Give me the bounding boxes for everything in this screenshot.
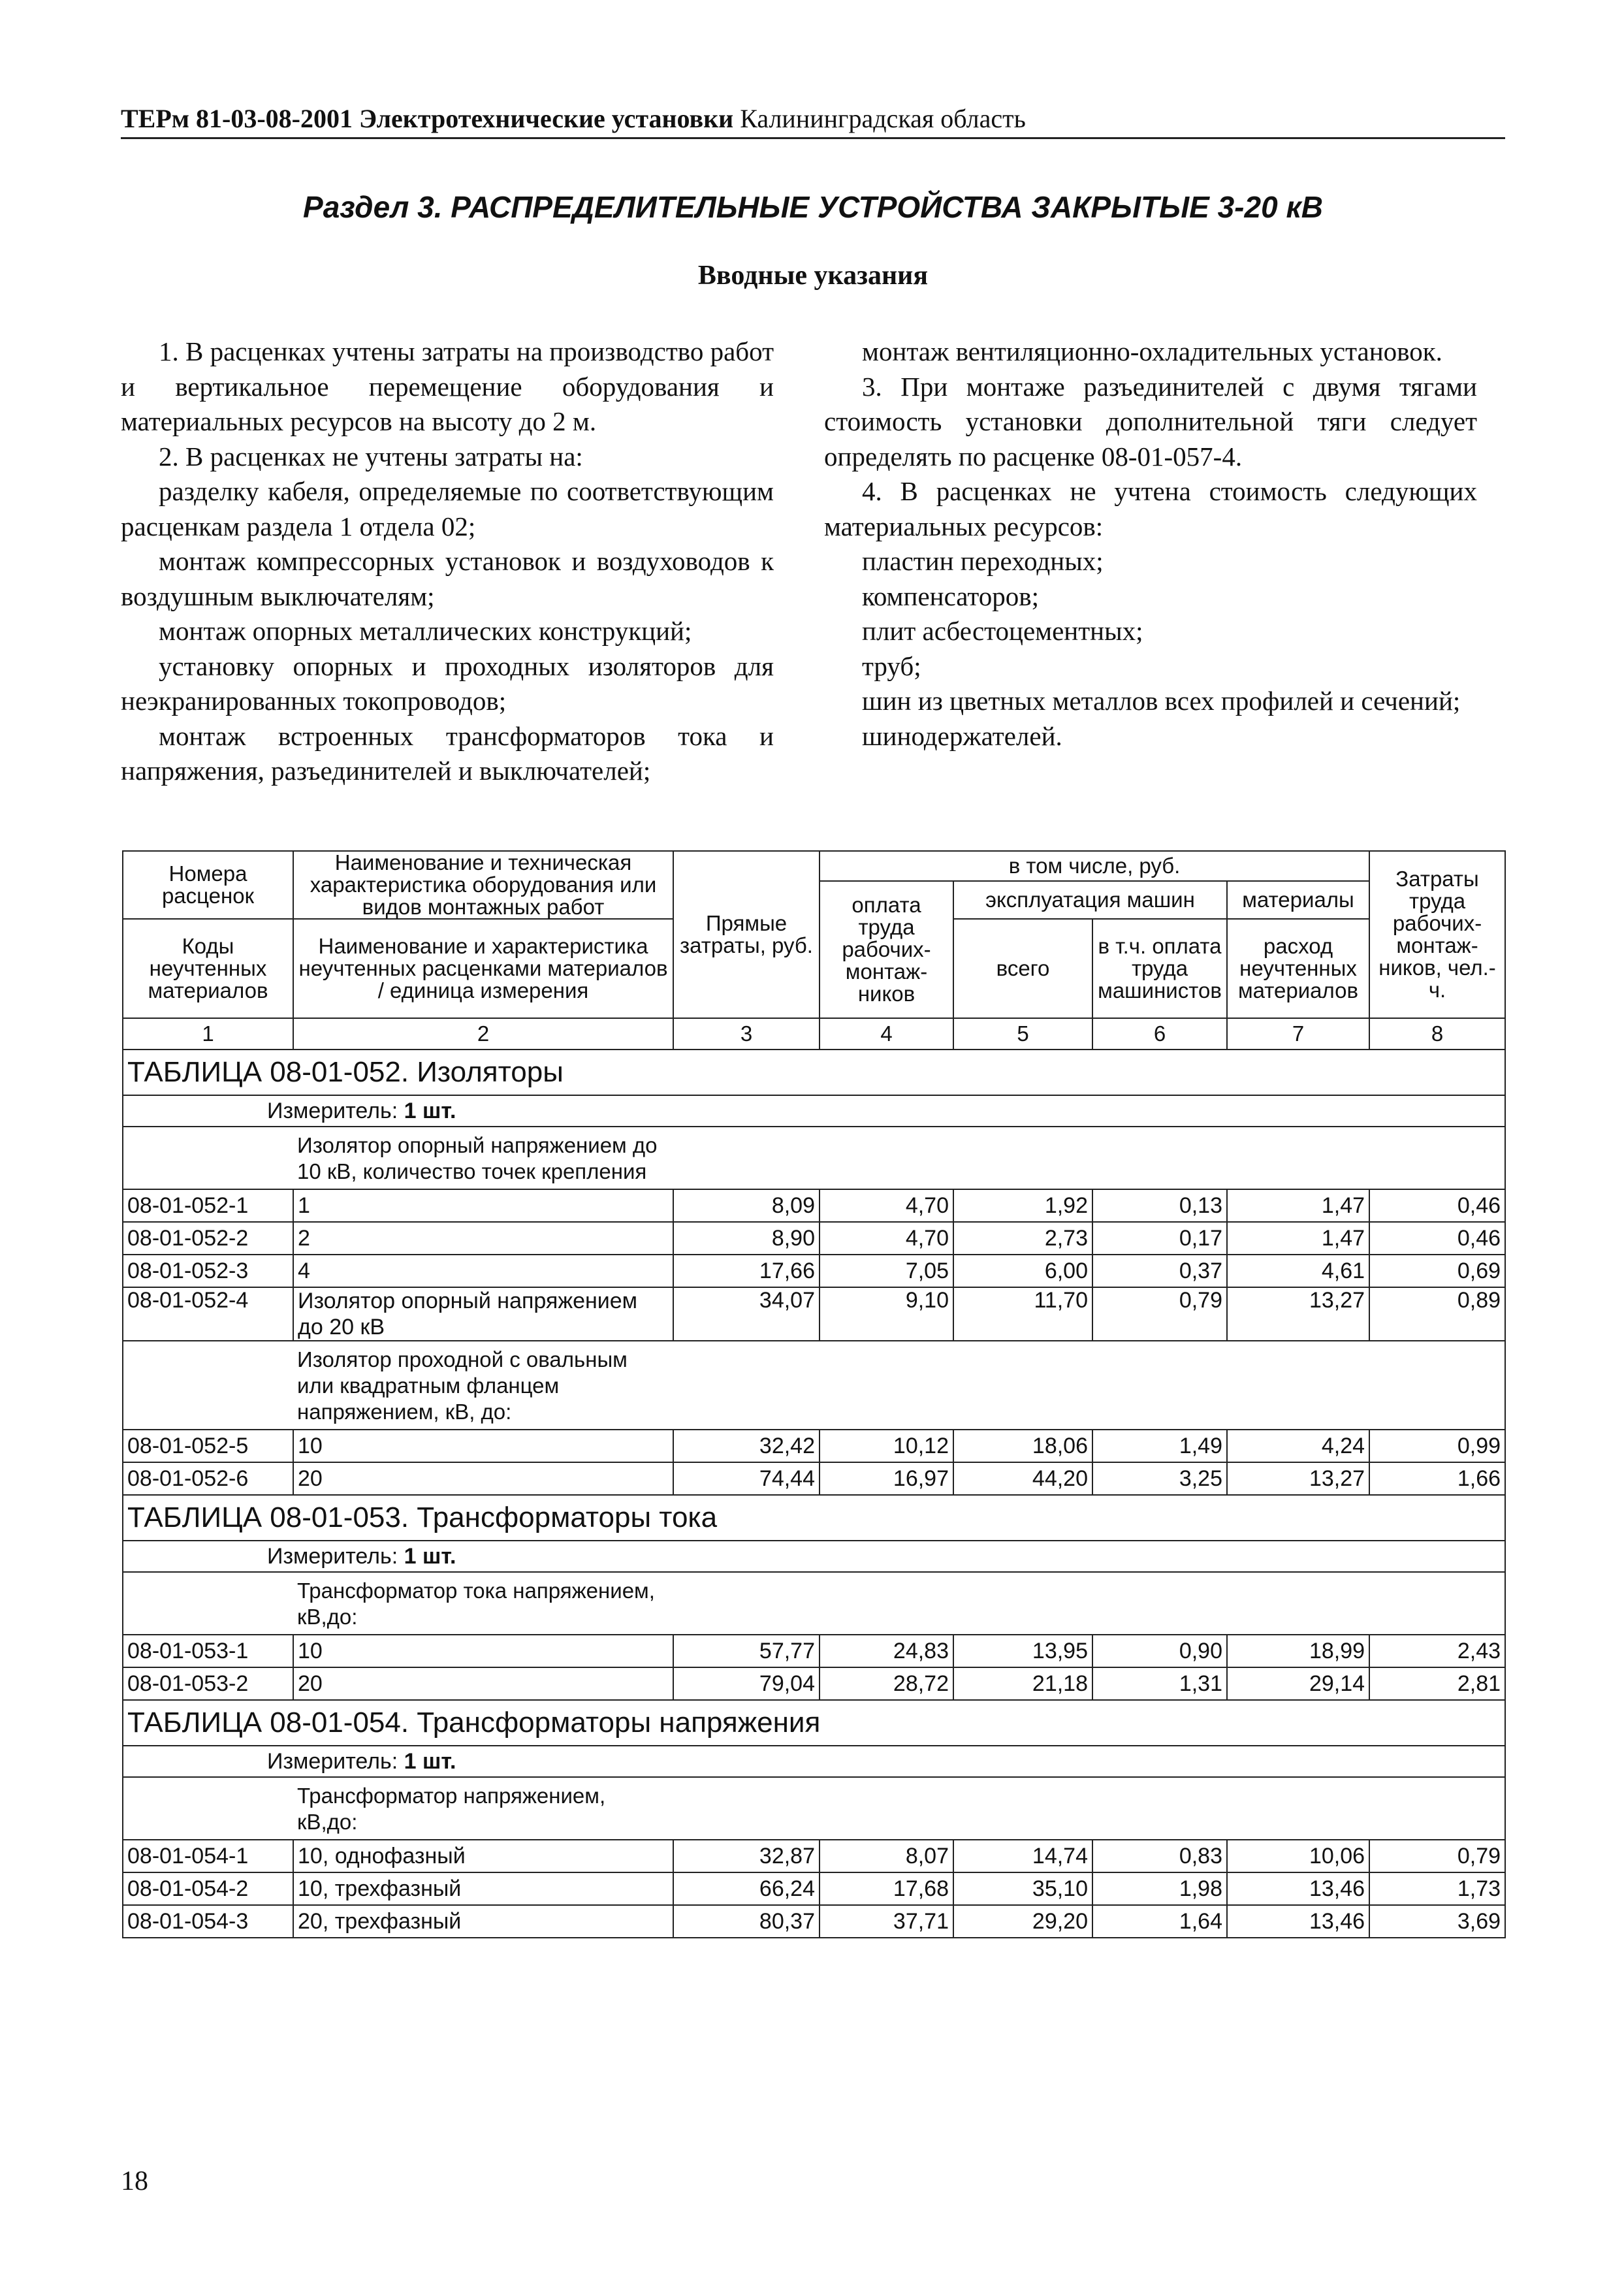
machines-total-value: 2,73 — [953, 1222, 1092, 1255]
materials-value: 29,14 — [1227, 1667, 1369, 1700]
labor-pay-value: 9,10 — [820, 1287, 953, 1341]
table-body — [123, 1050, 1505, 1938]
machinists-pay-value: 0,17 — [1092, 1222, 1227, 1255]
labor-hours-value: 0,46 — [1369, 1222, 1505, 1255]
column-number: 2 — [293, 1018, 673, 1050]
price-table — [122, 850, 1506, 1938]
header-material-usage: расход неучтенных материалов — [1227, 919, 1369, 1018]
rate-name: 10 — [293, 1430, 673, 1462]
materials-value: 4,61 — [1227, 1255, 1369, 1287]
labor-pay-value: 4,70 — [820, 1222, 953, 1255]
labor-hours-value: 1,73 — [1369, 1872, 1505, 1905]
labor-pay-value: 16,97 — [820, 1462, 953, 1495]
header-machinists-pay: в т.ч. оплата труда машинистов — [1092, 919, 1227, 1018]
measure-label: Измеритель: — [267, 1748, 398, 1774]
group-description-row — [123, 1777, 1505, 1840]
table-row — [123, 1255, 1505, 1287]
column-numbers-row — [123, 1018, 1505, 1050]
header-labor-pay: оплата труда рабочих-монтаж-ников — [820, 881, 953, 1018]
intro-paragraph: пластин переходных; — [862, 546, 1104, 576]
measure-value: 1 шт. — [404, 1543, 456, 1569]
labor-pay-value: 8,07 — [820, 1840, 953, 1872]
page-number: 18 — [121, 2166, 148, 2196]
machines-total-value: 6,00 — [953, 1255, 1092, 1287]
labor-pay-value: 37,71 — [820, 1905, 953, 1938]
labor-hours-value: 2,81 — [1369, 1667, 1505, 1700]
header-work-name: Наименование и техническая характеристика оборудования или видов монтажных работ — [293, 851, 673, 919]
intro-paragraph: шин из цветных металлов всех профилей и сечений; — [862, 686, 1461, 716]
rate-code: 08-01-052-6 — [123, 1462, 293, 1495]
intro-paragraph: 4. В расценках не учтена стоимость следующих материальных ресурсов: — [824, 476, 1477, 541]
table-row — [123, 1189, 1505, 1222]
column-number: 7 — [1227, 1018, 1369, 1050]
machinists-pay-value: 0,13 — [1092, 1189, 1227, 1222]
labor-pay-value: 28,72 — [820, 1667, 953, 1700]
measure-row — [123, 1095, 1505, 1127]
table-title: ТАБЛИЦА 08-01-053. Трансформаторы тока — [123, 1495, 1505, 1541]
intro-paragraph: разделку кабеля, определяемые по соответствующим расценкам раздела 1 отдела 02; — [121, 476, 774, 541]
measure-cell — [123, 1095, 1505, 1127]
measure-cell — [123, 1541, 1505, 1572]
machines-total-value: 35,10 — [953, 1872, 1092, 1905]
header-material-codes: Коды неучтенных материалов — [123, 919, 293, 1018]
direct-costs-value: 32,87 — [673, 1840, 820, 1872]
group-description-spacer — [123, 1341, 293, 1430]
group-description-text: Изолятор проходной с овальным или квадратным фланцем напряжением, кВ, до: — [297, 1347, 628, 1424]
table-row — [123, 1287, 1505, 1341]
materials-value: 1,47 — [1227, 1189, 1369, 1222]
intro-paragraph: труб; — [862, 650, 921, 681]
rate-code: 08-01-052-4 — [123, 1287, 293, 1341]
header-materials: материалы — [1227, 881, 1369, 919]
machines-total-value: 44,20 — [953, 1462, 1092, 1495]
group-description — [293, 1572, 1505, 1635]
column-number: 3 — [673, 1018, 820, 1050]
column-number: 5 — [953, 1018, 1092, 1050]
table-title-row — [123, 1050, 1505, 1095]
intro-paragraph: компенсаторов; — [862, 581, 1040, 611]
materials-value: 13,27 — [1227, 1462, 1369, 1495]
machinists-pay-value: 1,64 — [1092, 1905, 1227, 1938]
group-description-row — [123, 1127, 1505, 1189]
direct-costs-value: 80,37 — [673, 1905, 820, 1938]
table-row — [123, 1635, 1505, 1667]
direct-costs-value: 66,24 — [673, 1872, 820, 1905]
machinists-pay-value: 3,25 — [1092, 1462, 1227, 1495]
header-material-names: Наименование и характеристика неучтенных расценками материалов / единица измерения — [293, 919, 673, 1018]
direct-costs-value: 57,77 — [673, 1635, 820, 1667]
machinists-pay-value: 0,79 — [1092, 1287, 1227, 1341]
measure-row — [123, 1746, 1505, 1777]
materials-value: 13,46 — [1227, 1905, 1369, 1938]
header-rule — [121, 137, 1505, 139]
rate-name: Изолятор опорный напряжением до 20 кВ — [293, 1287, 673, 1341]
table-row — [123, 1462, 1505, 1495]
labor-pay-value: 4,70 — [820, 1189, 953, 1222]
intro-title: Вводные указания — [697, 261, 929, 291]
header-machines-total: всего — [953, 919, 1092, 1018]
direct-costs-value: 79,04 — [673, 1667, 820, 1700]
materials-value: 10,06 — [1227, 1840, 1369, 1872]
direct-costs-value: 32,42 — [673, 1430, 820, 1462]
machines-total-value: 11,70 — [953, 1287, 1092, 1341]
labor-hours-value: 0,89 — [1369, 1287, 1505, 1341]
direct-costs-value: 8,09 — [673, 1189, 820, 1222]
table-row — [123, 1667, 1505, 1700]
labor-hours-value: 0,99 — [1369, 1430, 1505, 1462]
intro-right-column — [824, 334, 1477, 754]
intro-paragraph: шинодержателей. — [862, 720, 1062, 751]
rate-name: 10, однофазный — [293, 1840, 673, 1872]
rate-code: 08-01-053-1 — [123, 1635, 293, 1667]
intro-paragraph: монтаж вентиляционно-охладительных установок. — [862, 336, 1442, 366]
table-title-row — [123, 1495, 1505, 1541]
direct-costs-value: 34,07 — [673, 1287, 820, 1341]
intro-paragraph: монтаж опорных металлических конструкций; — [159, 616, 692, 646]
materials-value: 13,46 — [1227, 1872, 1369, 1905]
intro-paragraph: монтаж компрессорных установок и воздуховодов к воздушным выключателям; — [121, 546, 774, 611]
labor-hours-value: 0,69 — [1369, 1255, 1505, 1287]
intro-left-column — [121, 334, 774, 789]
intro-paragraph: монтаж встроенных трансформаторов тока и напряжения, разъединителей и выключателей; — [121, 720, 774, 786]
machines-total-value: 21,18 — [953, 1667, 1092, 1700]
group-description-spacer — [123, 1572, 293, 1635]
intro-paragraph: установку опорных и проходных изоляторов для неэкранированных токопроводов; — [121, 650, 774, 716]
labor-hours-value: 0,79 — [1369, 1840, 1505, 1872]
table-title: ТАБЛИЦА 08-01-054. Трансформаторы напряжения — [123, 1700, 1505, 1746]
group-description-spacer — [123, 1127, 293, 1189]
group-description-spacer — [123, 1777, 293, 1840]
rate-name: 2 — [293, 1222, 673, 1255]
direct-costs-value: 74,44 — [673, 1462, 820, 1495]
header-region: Калининградская область — [740, 104, 1026, 133]
materials-value: 18,99 — [1227, 1635, 1369, 1667]
materials-value: 1,47 — [1227, 1222, 1369, 1255]
intro-paragraph: плит асбестоцементных; — [862, 616, 1143, 646]
group-description-row — [123, 1341, 1505, 1430]
rate-name: 20, трехфазный — [293, 1905, 673, 1938]
rate-code: 08-01-054-2 — [123, 1872, 293, 1905]
machines-total-value: 1,92 — [953, 1189, 1092, 1222]
measure-label: Измеритель: — [267, 1543, 398, 1569]
machinists-pay-value: 0,90 — [1092, 1635, 1227, 1667]
machines-total-value: 18,06 — [953, 1430, 1092, 1462]
rate-name: 20 — [293, 1667, 673, 1700]
header-direct-costs: Прямые затраты, руб. — [673, 851, 820, 1018]
header-labor-hours: Затраты труда рабочих-монтаж-ников, чел.-ч. — [1369, 851, 1505, 1018]
rate-name: 10, трехфазный — [293, 1872, 673, 1905]
labor-hours-value: 0,46 — [1369, 1189, 1505, 1222]
labor-hours-value: 2,43 — [1369, 1635, 1505, 1667]
group-description-text: Трансформатор тока напряжением, кВ,до: — [297, 1579, 655, 1629]
measure-value: 1 шт. — [404, 1098, 456, 1123]
machinists-pay-value: 1,31 — [1092, 1667, 1227, 1700]
rate-name: 20 — [293, 1462, 673, 1495]
rate-name: 4 — [293, 1255, 673, 1287]
page-header — [121, 103, 1505, 134]
labor-pay-value: 10,12 — [820, 1430, 953, 1462]
group-description — [293, 1777, 1505, 1840]
column-number: 8 — [1369, 1018, 1505, 1050]
machinists-pay-value: 0,83 — [1092, 1840, 1227, 1872]
header-code: ТЕРм 81-03-08-2001 — [121, 104, 353, 133]
table-row — [123, 1905, 1505, 1938]
labor-hours-value: 3,69 — [1369, 1905, 1505, 1938]
intro-paragraph: 3. При монтаже разъединителей с двумя тягами стоимость установки дополнительной тяги следует определять по расценке 08-01-057-4. — [824, 371, 1477, 472]
header-including: в том числе, руб. — [820, 851, 1369, 881]
rate-code: 08-01-052-5 — [123, 1430, 293, 1462]
table-row — [123, 1222, 1505, 1255]
header-subject: Электротехнические установки — [359, 104, 734, 133]
machines-total-value: 14,74 — [953, 1840, 1092, 1872]
rate-code: 08-01-052-2 — [123, 1222, 293, 1255]
direct-costs-value: 17,66 — [673, 1255, 820, 1287]
machines-total-value: 29,20 — [953, 1905, 1092, 1938]
section-title: Раздел 3. РАСПРЕДЕЛИТЕЛЬНЫЕ УСТРОЙСТВА ЗАКРЫТЫЕ 3-20 кВ — [303, 190, 1323, 224]
measure-cell — [123, 1746, 1505, 1777]
materials-value: 4,24 — [1227, 1430, 1369, 1462]
labor-pay-value: 17,68 — [820, 1872, 953, 1905]
materials-value: 13,27 — [1227, 1287, 1369, 1341]
column-number: 6 — [1092, 1018, 1227, 1050]
labor-pay-value: 7,05 — [820, 1255, 953, 1287]
measure-label: Измеритель: — [267, 1098, 398, 1123]
column-number: 4 — [820, 1018, 953, 1050]
intro-paragraph: 2. В расценках не учтены затраты на: — [159, 441, 583, 472]
rate-code: 08-01-052-1 — [123, 1189, 293, 1222]
rate-code: 08-01-052-3 — [123, 1255, 293, 1287]
rate-code: 08-01-053-2 — [123, 1667, 293, 1700]
machines-total-value: 13,95 — [953, 1635, 1092, 1667]
table-row — [123, 1840, 1505, 1872]
labor-hours-value: 1,66 — [1369, 1462, 1505, 1495]
column-number: 1 — [123, 1018, 293, 1050]
group-description-text: Изолятор опорный напряжением до 10 кВ, количество точек крепления — [297, 1133, 658, 1183]
rate-name: 10 — [293, 1635, 673, 1667]
table-title: ТАБЛИЦА 08-01-052. Изоляторы — [123, 1050, 1505, 1095]
machinists-pay-value: 0,37 — [1092, 1255, 1227, 1287]
direct-costs-value: 8,90 — [673, 1222, 820, 1255]
intro-paragraph: 1. В расценках учтены затраты на производство работ и вертикальное перемещение оборудования и материальных ресурсов на высоту до 2 м. — [121, 336, 774, 436]
machinists-pay-value: 1,98 — [1092, 1872, 1227, 1905]
measure-row — [123, 1541, 1505, 1572]
group-description-row — [123, 1572, 1505, 1635]
rate-code: 08-01-054-3 — [123, 1905, 293, 1938]
machinists-pay-value: 1,49 — [1092, 1430, 1227, 1462]
table-row — [123, 1872, 1505, 1905]
rate-code: 08-01-054-1 — [123, 1840, 293, 1872]
group-description — [293, 1341, 1505, 1430]
group-description — [293, 1127, 1505, 1189]
labor-pay-value: 24,83 — [820, 1635, 953, 1667]
table-row — [123, 1430, 1505, 1462]
measure-value: 1 шт. — [404, 1748, 456, 1774]
table-header — [123, 851, 1505, 1050]
header-rate-numbers: Номера расценок — [123, 851, 293, 919]
table-title-row — [123, 1700, 1505, 1746]
rate-name: 1 — [293, 1189, 673, 1222]
header-machines: эксплуатация машин — [953, 881, 1227, 919]
group-description-text: Трансформатор напряжением, кВ,до: — [297, 1784, 606, 1834]
